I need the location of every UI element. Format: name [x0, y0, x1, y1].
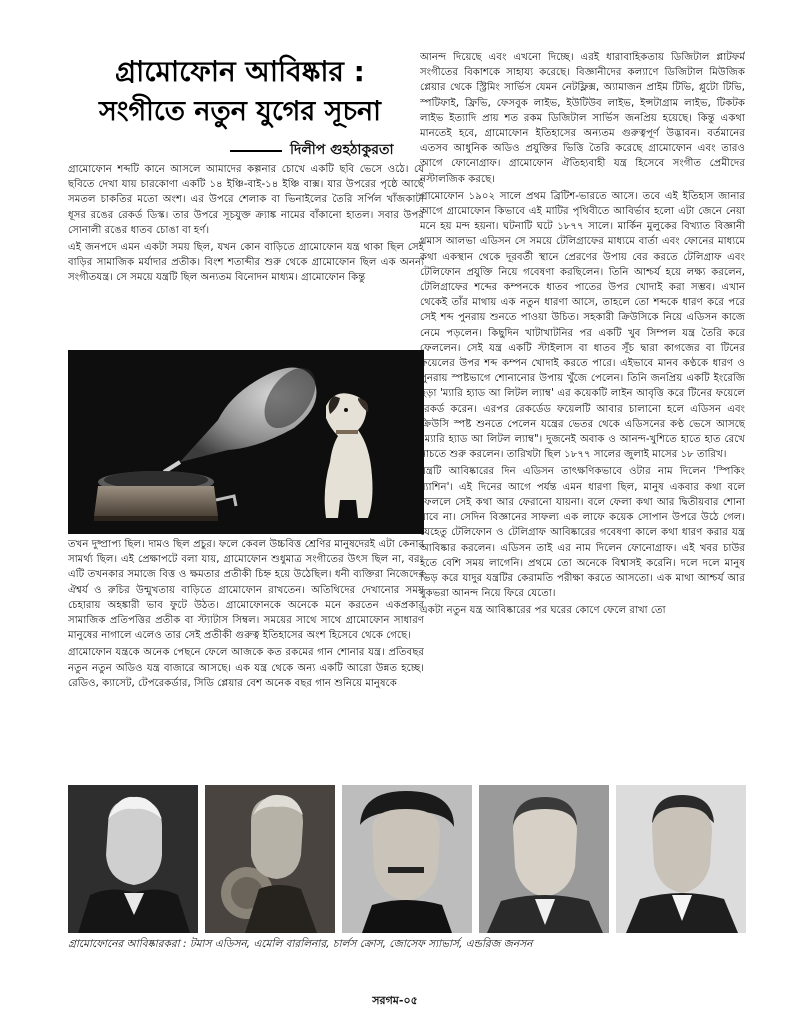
portrait-edison — [68, 785, 198, 933]
portrait-cros — [342, 785, 472, 933]
figure-caption: গ্রামোফোনের আবিষ্কারকরা : টমাস এডিসন, এমেলি বারলিনার, চার্লস ক্রোস, জোসেফ স্যাভার্স, এন্ডরিজ জনসন — [68, 938, 533, 950]
right-column — [420, 50, 745, 755]
title-line-2: সংগীতে নতুন যুগের সূচনা — [99, 96, 381, 127]
gramophone-illustration — [68, 350, 424, 534]
paragraph: গ্রামোফোন ১৯০২ সালে প্রথম ব্রিটিশ-ভারতে আসে। তবে এই ইতিহাস জানার আগে গ্রামোফোন কিভাবে এই মাটির পৃথিবীতে আবির্ভাব হলো এটা জেনে নেয়া মনে হয় মন্দ হয়না। ঘটনাটি ঘটে ১৮৭৭ সালে। মার্কিন মুলুকের বিখ্যাত বিজ্ঞানী থমাস আলভা এডিসন সে সময়ে টেলিগ্রাফের মাধ্যমে বার্তা এবং ফোনের মাধ্যমে কথা একস্থান থেকে দূরবর্তী স্থানে প্রেরণের উপায় বের করতে টেলিগ্রাফ এবং টেলিফোন প্রযুক্তি নিয়ে গবেষণা করছিলেন। তিনি আশ্চর্য হয়ে লক্ষ্য করলেন, টেলিগ্রাফের শব্দের কম্পনকে ধাতব পাতের উপর খোদাই করা সম্ভব। এখান থেকেই তাঁর মাথায় এক নতুন ধারণা আসে, তাহলে তো শব্দকে ধারণ করে পরে সেই শব্দ পুনরায় শুনতে পাওয়া উচিত। সহকারী ক্রিউসিকে নিয়ে এডিসন কাজে নেমে পড়লেন। কিছুদিন খাটাখাটনির পর একটি খুব সিম্পল যন্ত্র তৈরি করে ফেললেন। সেই যন্ত্র একটি স্টাইলাস বা ধাতব সূঁচ দ্বারা কাগজের বা টিনের ফয়েলের উপর শব্দ কম্পন খোদাই করতে পারে। এইভাবে মানব কণ্ঠকে ধারণ ও পুনরায় স্পষ্টভাগে শোনানোর উপায় খুঁজে পেলেন। তিনি জনপ্রিয় একটি ইংরেজি ছড়া 'ম্যারি হ্যাড আ লিটল ল্যাম্ব' এর কয়েকটি লাইন আবৃত্তি করে টিনের ফয়েলে রেকর্ড করেন। এরপর রেকর্ডেড ফয়েলটি আবার চালানো হলে এডিসন এবং ক্রিউসি স্পষ্ট শুনতে পেলেন যন্ত্রের ভেতর থেকে এডিসনের কণ্ঠ ভেসে আসছে "ম্যারি হ্যাড আ লিটল ল্যাম্ব"। দুজনেই অবাক ও আনন্দ-খুশিতে হাতে হাত রেখে নাচতে শুরু করলেন। তারিখটা ছিল ১৮৭৭ সালের জুলাই মাসের ১৮ তারিখ। — [420, 190, 745, 461]
paragraph: যন্ত্রটি আবিষ্কারের দিন এডিসন তাৎক্ষণিকভাবে ওটার নাম দিলেন 'স্পিকিং ম্যাশিন'। এই দিনের আগে পর্যন্ত এমন ধারণা ছিল, মানুষ একবার কথা বলে ফেললে সেই কথা আর ফেরানো যায়না। বলে ফেলা কথা আর দ্বিতীয়বার শোনা যাবে না। সেদিন বিজ্ঞানের সাফল্য এক লাফে কয়েক সোপান উপরে উঠে গেল। যেহেতু টেলিফোন ও টেলিগ্রাফ আবিষ্কারের গবেষণা কালে কথা ধারণ করার যন্ত্র আবিষ্কার করলেন। এডিসন তাই এর নাম দিলেন ফোনোগ্রাফ। এই খবর চাউর হতে বেশি সময় লাগেনি। প্রথমে তো অনেকে বিশ্বাসই করেনি। দলে দলে মানুষ ভিড় করে যাদুর যন্ত্রটির কেরামতি পরীক্ষা করতে আসতো। এক মাথা আশ্চর্য আর বুকভরা আনন্দ নিয়ে ফিরে যেতো। — [420, 466, 745, 600]
paragraph: এই জনপদে এমন একটা সময় ছিল, যখন কোন বাড়িতে গ্রামোফোন যন্ত্র থাকা ছিল সেই বাড়ির সামাজিক মর্যাদার প্রতীক। বিংশ শতাব্দীর শুরু থেকে গ্রামোফোন ছিল এক অনন্য সংগীতযন্ত্র। সে সময়ে যন্ত্রটি ছিল অন্যতম বিনোদন মাধ্যম। গ্রামোফোন কিন্তু — [68, 242, 424, 284]
author-name: দিলীপ গুহঠাকুরতা — [290, 142, 394, 158]
left-column-top — [68, 162, 424, 348]
paragraph: গ্রামোফোন যন্ত্রকে অনেক পেছনে ফেলে আজকে কত রকমের গান শোনার যন্ত্র। প্রতিবছর নতুন নতুন অডিও যন্ত্র বাজারে আসছে। এক যন্ত্র থেকে অন্য একটি আরো উন্নত হচ্ছে। রেডিও, ক্যাসেট, টেপরেকর্ডার, সিডি প্লেয়ার বেশ অনেক বছর গান শুনিয়ে মানুষকে — [68, 647, 424, 689]
portrait-sanders — [479, 785, 609, 933]
inventor-portraits — [68, 785, 746, 933]
person-icon — [616, 785, 746, 933]
paragraph: তখন দুষ্প্রাপ্য ছিল। দামও ছিল প্রচুর। ফলে কেবল উচ্চবিত্ত শ্রেণির মানুষদেরই এটা কেনার সামর্থ্য ছিল। এই প্রেক্ষাপটে বলা যায়, গ্রামোফোন শুধুমাত্র সংগীতের উৎস ছিল না, বরং এটি তখনকার সমাজে বিত্ত ও ক্ষমতার প্রতীকী চিহ্ন হয়ে উঠেছিল। ধনী ব্যক্তিরা নিজেদের ঐশ্বর্য ও রুচির উন্মুখতায় বাড়িতে গ্রামোফোন রাখতেন। অতিথিদের দেখানোর সময় চেহারায় অহঙ্কারী ভাব ফুটে উঠত। গ্রামোফোনকে অনেকে মনে করতেন একপ্রকার সামাজিক প্রতিপত্তির প্রতীক বা স্ট্যাটাস সিম্বল। সময়ের সাথে সাথে গ্রামোফোন সাধারণ মানুষের নাগালে এলেও তার সেই প্রতীকী গুরুত্ব ইতিহাসের অংশ হিসেবে থেকে গেছে। — [68, 539, 424, 642]
byline — [230, 138, 420, 160]
person-icon — [68, 785, 198, 933]
left-column-bottom — [68, 537, 424, 762]
person-icon — [205, 785, 335, 933]
paragraph: আনন্দ দিয়েছে এবং এখনো দিচ্ছে। এরই ধারাবাহিকতায় ডিজিটাল প্লাটফর্ম সংগীতের বিকাশকে সাহায্য করেছে। বিজ্ঞানীদের কল্যাণে ডিজিটাল মিউজিক প্লেয়ার থেকে স্ট্রিমিং সার্ভিস যেমন নেটফ্লিক্স, অ্যামাজন প্রাইম টিভি, প্লুটো টিভি, স্পটিফাই, ফ্রিভি, ফেসবুক লাইভ, ইউটিউব লাইভ, ইন্সটাগ্রাম লাইভ, টিকটক লাইভ ইত্যাদি প্রায় শত রকম ডিজিটাল সার্ভিস জনপ্রিয় হয়েছে। কিন্তু একথা মানতেই হবে, গ্রামোফোন ইতিহাসের অন্যতম গুরুত্বপূর্ণ উদ্ভাবন। বর্তমানের এতসব আধুনিক অডিও প্রযুক্তির ভিত্তি তৈরি করেছে গ্রামোফোন এবং তারও আগে ফোনোগ্রাফ। গ্রামোফোন ঐতিহ্যবাহী যন্ত্র হিসেবে সংগীত প্রেমীদের নস্টালজিক করছে। — [420, 52, 745, 185]
article-title — [70, 52, 410, 132]
person-icon — [479, 785, 609, 933]
paragraph: একটা নতুন যন্ত্র আবিষ্কারের পর ঘরের কোণে ফেলে রাখা তো — [420, 605, 666, 617]
gramophone-dog-photo — [68, 350, 424, 534]
person-icon — [342, 785, 472, 933]
byline-rule — [230, 150, 282, 152]
page-number: সরগম-০৫ — [372, 994, 418, 1007]
portrait-johnson — [616, 785, 746, 933]
paragraph: গ্রামোফোন শব্দটি কানে আসলে আমাদের কল্পনার চোখে একটি ছবি ভেসে ওঠে। যে ছবিতে দেখা যায় চারকোণা একটি ১৪ ইঞ্চি-বাই-১৪ ইঞ্চি বাক্স। যার উপরের পৃষ্ঠে আছে সমতল চাকতির মতো অংশ। এর উপরে শেলাক বা ভিনাইলের তৈরি সর্পিল খাঁজকাটা ধূসর রঙের রেকর্ড ডিস্ক। তার উপরে সূচযুক্ত ক্র্যাঙ্ক নামের বাঁকানো হাতল। সবার উপর সোনালী রঙের ধাতব চোঙা বা হর্ণ। — [68, 164, 424, 236]
title-line-1: গ্রামোফোন আবিষ্কার : — [115, 55, 365, 88]
portrait-berliner — [205, 785, 335, 933]
